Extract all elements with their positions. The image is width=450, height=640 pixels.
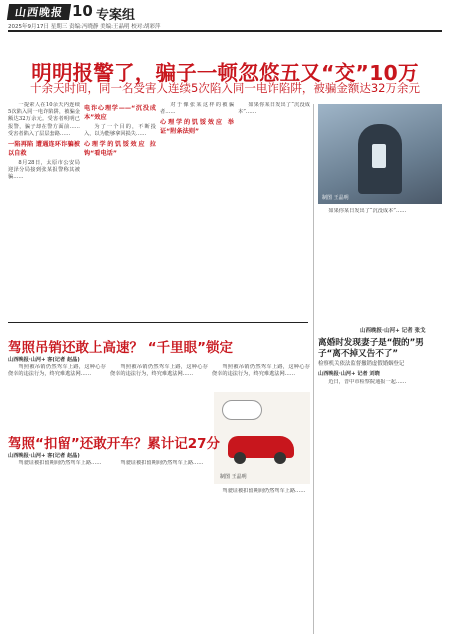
section-rule [8, 322, 308, 323]
lead-col3-subtitle: 心理学的饥馁效应 举证“附条法则” [160, 119, 234, 136]
lead-column-4 [238, 102, 310, 316]
masthead [0, 0, 450, 32]
story3-cartoon [214, 392, 310, 484]
lead-col3-text: 对于像张某这样的被骗者…… [160, 102, 234, 116]
lead-col1-subtitle: 一陷再陷 遭遇连环诈骗被以自救 [8, 141, 80, 158]
issue-line: 2025年9月17日 星期三 责编:冯晓静 美编:王晶明 校对:胡彩萍 [8, 24, 161, 30]
side-headline: 离婚时发现妻子是“假的”男子“离不掉又告不了” [318, 338, 424, 359]
story3-column-1 [8, 460, 106, 634]
wheel-icon [234, 452, 246, 464]
lead-col2-subtitle: 电诈心理学——“沉没成本”效应 [84, 105, 156, 121]
story2-headline: 驾照吊销还敢上高速？ “千里眼”锁定 [8, 340, 233, 356]
side-text: 近日，晋中市检察院通报一起…… [328, 379, 407, 385]
lead-col1-text: 一提索人在10余天内连续5次陷入同一电诈陷阱，被骗金额达32万余元。受害者明明已报警，骗子却在警方面前……受害者陷入了层层套路…… [8, 102, 80, 137]
side-body [318, 379, 442, 629]
lead-illustration [318, 104, 442, 204]
speech-bubble-icon [222, 400, 262, 420]
lead-col2-subtitle-2: 心理学的饥馁效应 拉钩“看电话” [84, 141, 156, 158]
story3-column-3 [212, 488, 310, 634]
story3-text-2: 驾驶证被扣留期间仍然驾车上路…… [120, 460, 204, 466]
phone-icon [372, 144, 386, 168]
side-subtitle: 检察机关依法监督撤销虚假婚姻登记 [318, 361, 405, 367]
lead-column-1 [8, 102, 80, 316]
page-number: 10 [72, 2, 93, 20]
top-rule [8, 30, 442, 32]
section-name: 专案组 [96, 8, 136, 23]
story3-column-2 [110, 460, 208, 634]
cartoon-credit: 制图 王晶明 [220, 474, 247, 480]
story2-column-3 [212, 364, 310, 388]
lead-col2-text: 为了一个目的，不断投入，以为能够拿回损失…… [84, 124, 156, 138]
story3-text-1: 驾驶证被扣留期间仍然驾车上路…… [18, 460, 102, 466]
lead-column-2 [84, 102, 156, 316]
lead-col5-text: 如果你某日发出了“沉没成本”…… [328, 208, 407, 214]
story2-column-2 [110, 364, 208, 426]
illustration-credit: 制图 王晶明 [322, 195, 349, 201]
newspaper-logo: 山西晚报 [7, 4, 71, 20]
side-story [318, 338, 442, 634]
story3-headline: 驾照“扣留”还敢开车？累计记27分 [8, 436, 221, 452]
lead-headline: 明明报警了，骗子一顿忽悠五又“交”10万 [31, 61, 419, 85]
lead-column-5 [318, 208, 442, 320]
lead-col4-text: 如果你某日发出了“沉没成本”…… [238, 102, 310, 116]
wheel-icon [274, 452, 286, 464]
story2-text-1: 驾照被吊销仍然驾车上路，这种心存侥幸的违法行为，终究难逃法网…… [8, 364, 106, 378]
story3-text-3: 驾驶证被扣留期间仍然驾车上路…… [222, 488, 306, 494]
story3-byline: 山西晚报·山河+ 客(记者 赵晶) [8, 453, 80, 459]
story2-text-3: 驾照被吊销仍然驾车上路，这种心存侥幸的违法行为，终究难逃法网…… [212, 364, 310, 378]
story2-byline: 山西晚报·山河+ 客(记者 赵晶) [8, 357, 80, 363]
lead-subhead: 十余天时间，同一名受害人连续5次陷入同一电诈陷阱，被骗金额达32万余元 [30, 81, 420, 95]
lead-col1-text-b: 8月28日，太原市公安局迎泽分局接到张某报警称其被骗…… [8, 160, 80, 181]
side-byline: 山西晚报·山河+ 记者 刘晓 [318, 371, 380, 377]
lead-column-3 [160, 102, 234, 316]
lead-byline: 山西晚报·山河+ 记者 张戈 [360, 328, 426, 334]
column-divider [313, 104, 314, 634]
story2-text-2: 驾照被吊销仍然驾车上路，这种心存侥幸的违法行为，终究难逃法网…… [110, 364, 208, 378]
story2-column-1 [8, 364, 106, 426]
